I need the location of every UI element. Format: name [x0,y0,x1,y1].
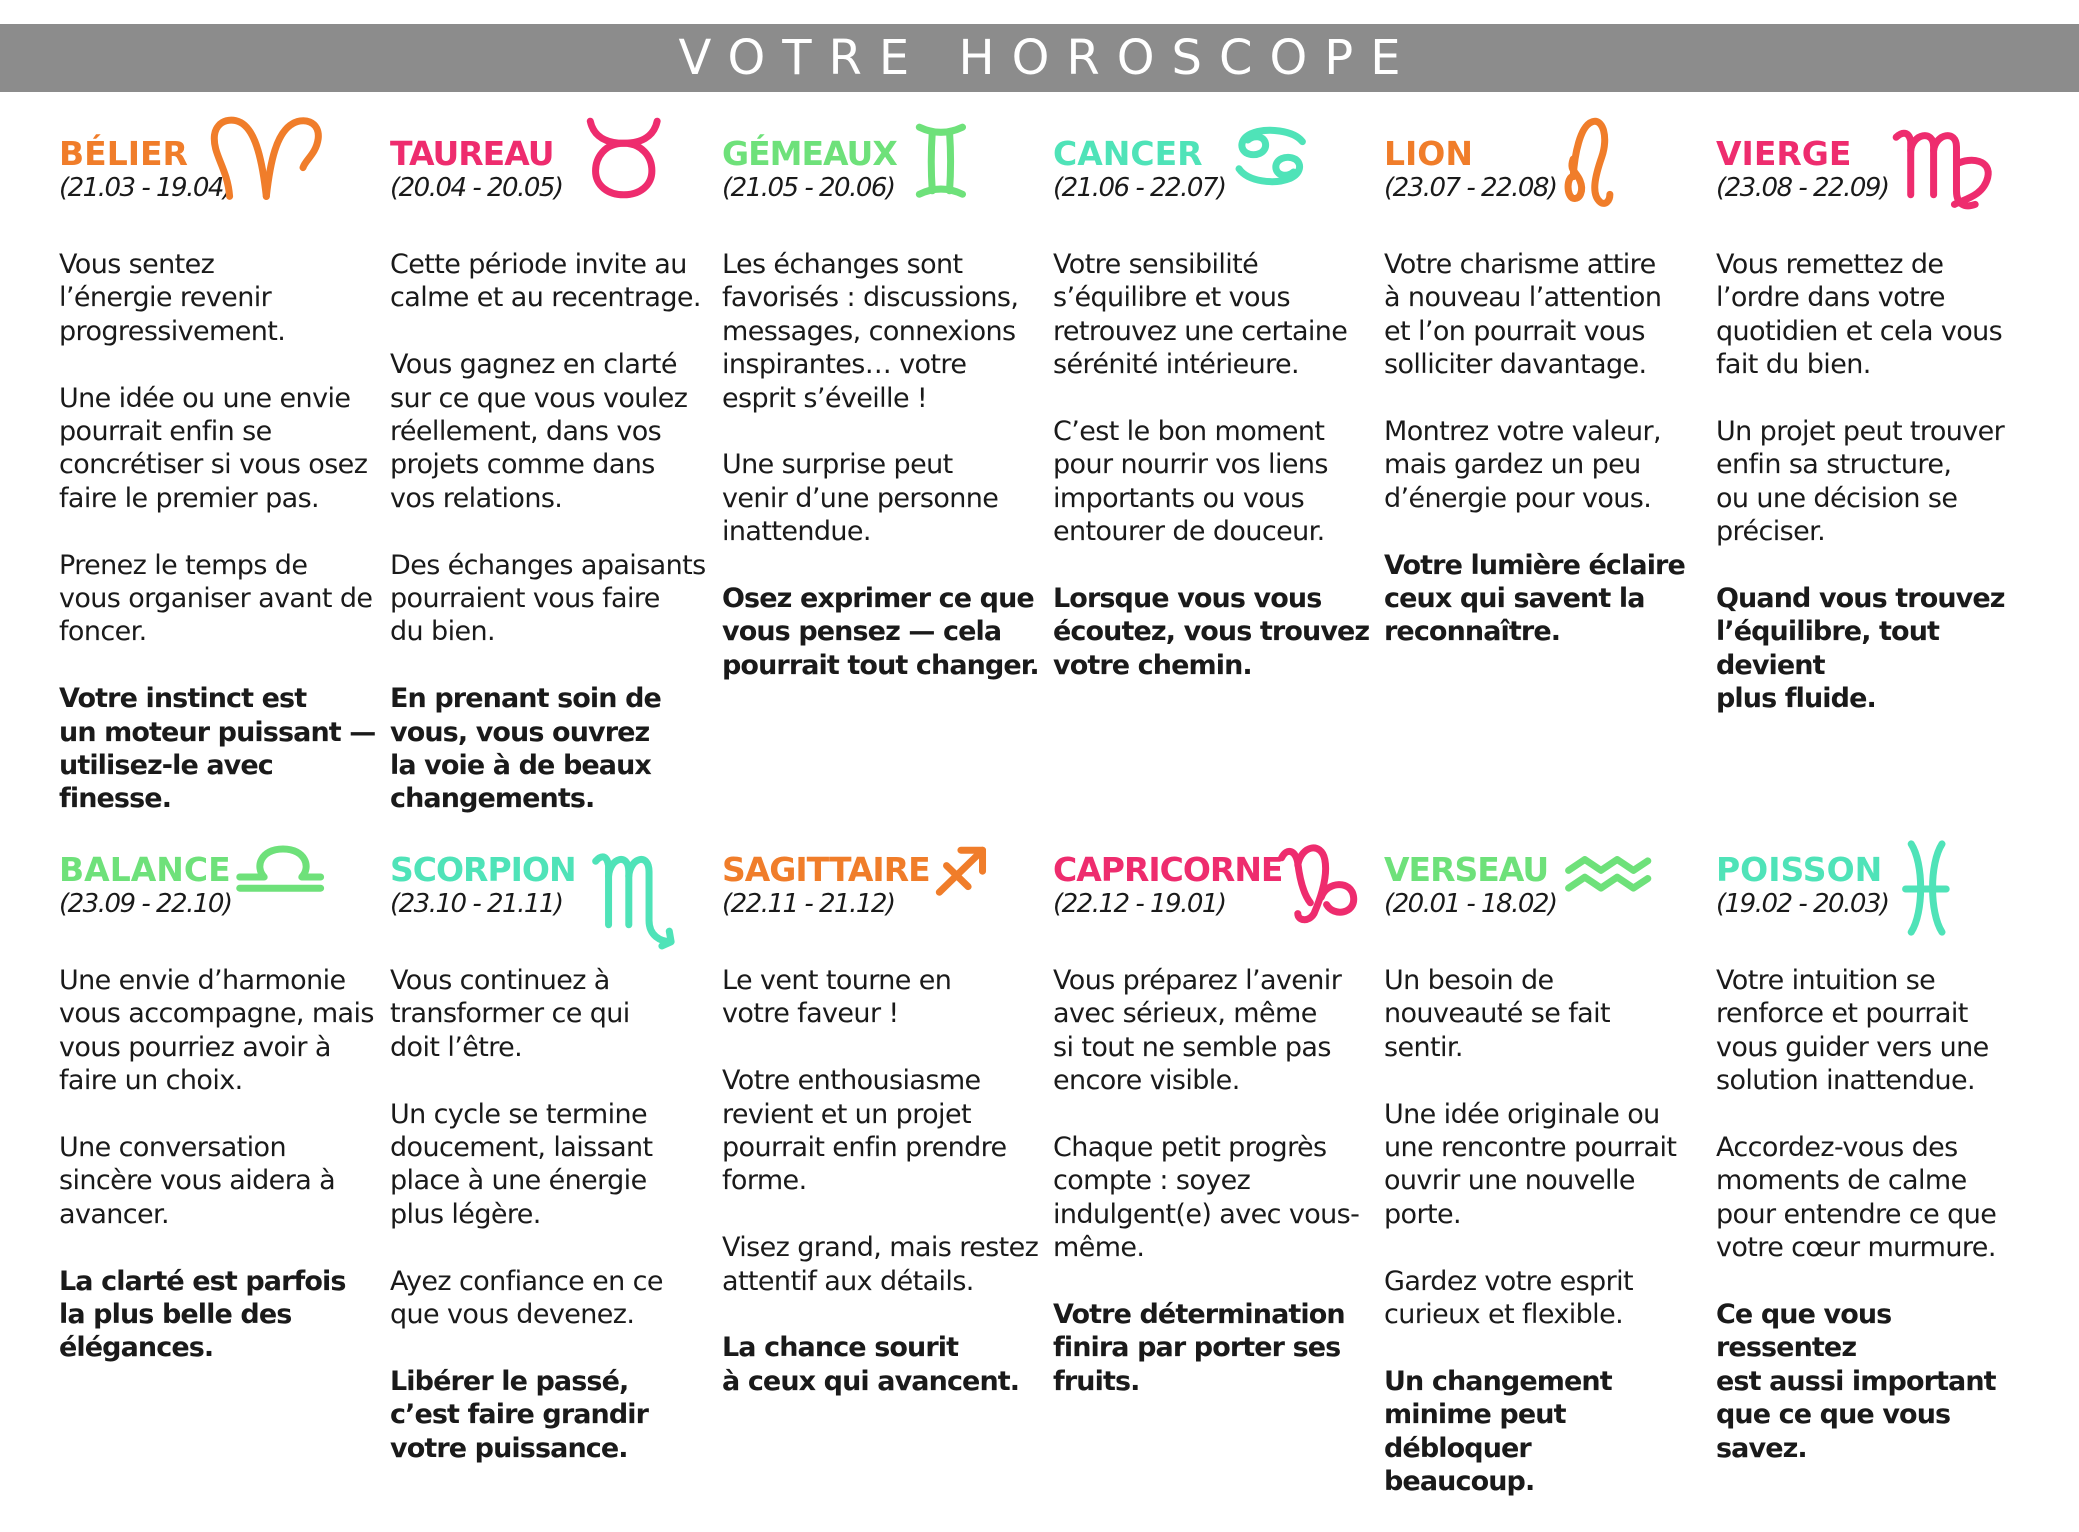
pisces-icon [1900,840,1970,938]
sign-name: GÉMEAUX [722,134,897,173]
sign-name: POISSON [1716,850,1883,889]
sign-paragraph: Vous continuez à transformer ce qui doit l’être. [390,965,630,1063]
sign-paragraph: Votre sensibilité s’équilibre et vous retrouvez une certaine sérénité intérieure. [1053,249,1348,381]
aries-icon [208,110,316,206]
sign-closing: Un changement minime peut débloquer beaucoup. [1384,1365,1612,1498]
sign-text [722,964,1042,1398]
aquarius-icon [1565,850,1655,918]
sign-card-libra [59,852,379,1398]
sign-dates: (22.12 - 19.01) [1053,889,1226,919]
sign-name: TAUREAU [390,134,554,173]
virgo-icon [1892,118,1996,214]
sign-card-gemini [722,136,1042,716]
sign-name: BÉLIER [59,134,188,173]
sign-paragraph: Votre charisme attire à nouveau l’attention et l’on pourrait vous solliciter davantage. [1384,249,1662,381]
sign-closing: Votre instinct est un moteur puissant — utilisez-le avec finesse. [59,683,376,815]
sign-paragraph: Gardez votre esprit curieux et flexible. [1384,1265,1633,1331]
sign-card-virgo [1716,136,2036,749]
sign-paragraph: Un cycle se termine doucement, laissant place à une énergie plus légère. [390,1098,653,1230]
sign-text [59,964,379,1365]
sign-dates: (23.09 - 22.10) [59,889,232,919]
sign-dates: (23.10 - 21.11) [390,889,563,919]
sign-card-cancer [1053,136,1373,716]
sign-card-capricorn [1053,852,1373,1432]
sign-closing: La clarté est parfois la plus belle des élégances. [59,1265,346,1364]
sign-text [59,248,379,816]
sign-paragraph: Votre intuition se renforce et pourrait vous guider vers une solution inattendue. [1716,965,1989,1097]
sign-name: VERSEAU [1384,850,1549,889]
sign-paragraph: Chaque petit progrès compte : soyez indulgent(e) avec vous- même. [1053,1132,1360,1264]
sign-card-pisces [1716,852,2036,1498]
sign-paragraph: Un besoin de nouveauté se fait sentir. [1384,965,1610,1063]
sign-text [1384,248,1704,649]
sign-paragraph: Visez grand, mais restez attentif aux détails. [722,1232,1039,1297]
sign-closing: Votre lumière éclaire ceux qui savent la reconnaître. [1384,549,1685,648]
sign-paragraph: Vous remettez de l’ordre dans votre quotidien et cela vous fait du bien. [1716,249,2003,381]
sign-closing: La chance sourit à ceux qui avancent. [722,1332,1020,1397]
page-title: VOTRE HOROSCOPE [678,30,1418,86]
cancer-icon [1232,124,1320,204]
sign-text [1384,964,1704,1498]
sign-text [722,248,1042,682]
sign-paragraph: Les échanges sont favorisés : discussions, messages, connexions inspirantes… votre esprit s’éveille ! [722,249,1019,414]
leo-icon [1565,112,1633,210]
sign-paragraph: Des échanges apaisants pourraient vous faire du bien. [390,549,706,648]
sign-paragraph: Une surprise peut venir d’une personne inattendue. [722,449,999,548]
sign-dates: (19.02 - 20.03) [1716,889,1889,919]
sign-paragraph: Vous sentez l’énergie revenir progressivement. [59,249,286,347]
sign-dates: (21.06 - 22.07) [1053,173,1226,203]
sign-paragraph: Vous gagnez en clarté sur ce que vous voulez réellement, dans vos projets comme dans vos relations. [390,349,688,514]
gemini-icon [915,122,987,208]
sign-text [390,248,710,816]
sign-text [1716,964,2036,1465]
sign-name: BALANCE [59,850,231,889]
sign-name: LION [1384,134,1473,173]
sign-closing: Libérer le passé, c’est faire grandir votre puissance. [390,1365,649,1464]
sign-card-leo [1384,136,1704,682]
sagittarius-icon [935,846,1007,916]
sign-paragraph: Une idée originale ou une rencontre pourrait ouvrir une nouvelle porte. [1384,1098,1677,1230]
sign-dates: (20.04 - 20.05) [390,173,563,203]
sign-card-aries [59,136,379,849]
sign-text [1053,964,1373,1398]
sign-card-aquarius [1384,852,1704,1532]
sign-paragraph: Montrez votre valeur, mais gardez un peu d’énergie pour vous. [1384,416,1662,514]
sign-paragraph: Prenez le temps de vous organiser avant de foncer. [59,549,373,648]
sign-dates: (21.03 - 19.04) [59,173,232,203]
sign-closing: En prenant soin de vous, vous ouvrez la voie à de beaux changements. [390,683,661,815]
sign-name: SCORPION [390,850,576,889]
sign-name: CANCER [1053,134,1203,173]
page-banner [0,24,2079,92]
scorpio-icon [592,840,684,946]
sign-card-sagittarius [722,852,1042,1432]
sign-dates: (21.05 - 20.06) [722,173,895,203]
sign-paragraph: C’est le bon moment pour nourrir vos liens importants ou vous entourer de douceur. [1053,416,1328,548]
sign-paragraph: Cette période invite au calme et au recentrage. [390,249,701,314]
sign-closing: Quand vous trouvez l’équilibre, tout devient plus fluide. [1716,583,2005,715]
sign-paragraph: Accordez-vous des moments de calme pour entendre ce que votre cœur murmure. [1716,1132,1997,1264]
sign-dates: (22.11 - 21.12) [722,889,895,919]
taurus-icon [585,112,673,204]
sign-closing: Ce que vous ressentez est aussi important que ce que vous savez. [1716,1299,1996,1464]
sign-name: SAGITTAIRE [722,850,930,889]
capricorn-icon [1278,838,1368,928]
sign-dates: (23.08 - 22.09) [1716,173,1889,203]
sign-paragraph: Le vent tourne en votre faveur ! [722,965,952,1030]
sign-text [1053,248,1373,682]
sign-card-taurus [390,136,710,849]
sign-paragraph: Une idée ou une envie pourrait enfin se concrétiser si vous osez faire le premier pas. [59,382,368,514]
sign-paragraph: Votre enthousiasme revient et un projet pourrait enfin prendre forme. [722,1065,1007,1197]
libra-icon [236,842,330,912]
sign-paragraph: Une envie d’harmonie vous accompagne, mais vous pourriez avoir à faire un choix. [59,965,374,1097]
sign-dates: (23.07 - 22.08) [1384,173,1557,203]
sign-name: VIERGE [1716,134,1852,173]
sign-paragraph: Vous préparez l’avenir avec sérieux, même si tout ne semble pas encore visible. [1053,965,1342,1097]
sign-text [1716,248,2036,716]
sign-dates: (20.01 - 18.02) [1384,889,1557,919]
sign-closing: Lorsque vous vous écoutez, vous trouvez votre chemin. [1053,583,1370,681]
sign-paragraph: Ayez confiance en ce que vous devenez. [390,1265,663,1331]
sign-text [390,964,710,1465]
sign-name: CAPRICORNE [1053,850,1283,889]
sign-closing: Osez exprimer ce que vous pensez — cela pourrait tout changer. [722,583,1039,681]
sign-paragraph: Un projet peut trouver enfin sa structure, ou une décision se préciser. [1716,416,2005,548]
sign-paragraph: Une conversation sincère vous aidera à avancer. [59,1132,336,1230]
sign-closing: Votre détermination finira par porter ses fruits. [1053,1299,1345,1397]
